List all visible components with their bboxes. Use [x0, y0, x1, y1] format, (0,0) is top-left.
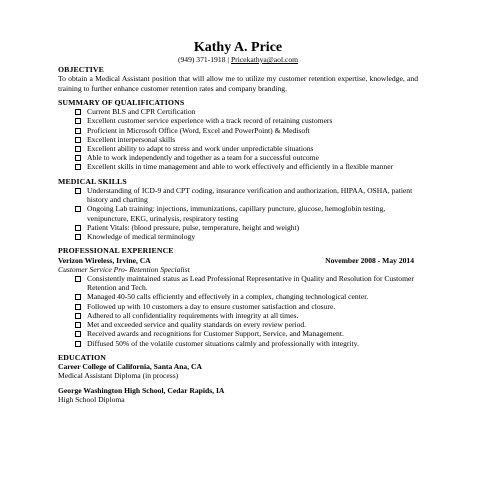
- qualifications-list: [58, 107, 418, 171]
- employer-name: Verizon Wireless, Irvine, CA: [58, 255, 151, 265]
- checkbox-icon: [75, 188, 81, 194]
- list-item: Current BLS and CPR Certification: [58, 107, 418, 116]
- list-item: Excellent interpersonal skills: [58, 135, 418, 144]
- education-heading: EDUCATION: [58, 352, 106, 362]
- phone-number: (949) 371-1918: [177, 55, 226, 64]
- list-item: Met and exceeded service and quality standards on every review period.: [58, 320, 418, 329]
- list-item: Able to work independently and together as a team for a successful outcome: [58, 153, 418, 162]
- school-name: Career College of California, Santa Ana, CA: [58, 362, 202, 372]
- checkbox-icon: [75, 294, 81, 300]
- list-item: Diffused 50% of the volatile customer situations calmly and professionally with integrity.: [58, 339, 418, 348]
- list-item: Received awards and recognitions for Customer Support, Service, and Management.: [58, 329, 418, 338]
- objective-text: To obtain a Medical Assistant position that will allow me to utilize my customer retention expertise, knowledge, and training to further enhance customer retention rates and company branding.: [58, 74, 418, 93]
- checkbox-icon: [75, 304, 81, 310]
- list-item: Understanding of ICD-9 and CPT coding, insurance verification and authorization, HIPAA, OSHA, patient history and charting: [58, 186, 418, 204]
- job-header: [58, 256, 418, 265]
- checkbox-icon: [75, 331, 81, 337]
- job-title: Customer Service Pro- Retention Specialist: [58, 264, 190, 274]
- employment-dates: November 2008 - May 2014: [325, 255, 414, 265]
- medical-skills-heading: MEDICAL SKILLS: [58, 176, 127, 186]
- list-item: Followed up with 10 customers a day to ensure customer satisfaction and closure.: [58, 302, 418, 311]
- list-item: Excellent ability to adapt to stress and work under unpredictable situations: [58, 144, 418, 153]
- list-item: Ongoing Lab training: injections, immunizations, capillary puncture, glucose, hemoglobin testing, venipuncture, EKG, urinalysis, respiratory testing: [58, 204, 418, 222]
- email-link[interactable]: Pricekathya@aol.com: [230, 55, 299, 64]
- checkbox-icon: [75, 341, 81, 347]
- qualifications-heading: SUMMARY OF QUALIFICATIONS: [58, 97, 185, 107]
- school-name: George Washington High School, Cedar Rapids, IA: [58, 385, 225, 395]
- list-item: Patient Vitals: (blood pressure, pulse, temperature, height and weight): [58, 223, 418, 232]
- list-item: Managed 40-50 calls efficiently and effectively in a complex, changing technological center.: [58, 292, 418, 301]
- candidate-name: Kathy A. Price: [193, 40, 283, 55]
- checkbox-icon: [75, 109, 81, 115]
- checkbox-icon: [75, 206, 81, 212]
- resume-page: [58, 40, 418, 404]
- checkbox-icon: [75, 322, 81, 328]
- list-item: Proficient in Microsoft Office (Word, Excel and PowerPoint) & Medisoft: [58, 126, 418, 135]
- experience-heading: PROFESSIONAL EXPERIENCE: [58, 246, 174, 256]
- checkbox-icon: [75, 313, 81, 319]
- list-item: Adhered to all confidentiality requirements with integrity at all times.: [58, 311, 418, 320]
- experience-list: [58, 274, 418, 348]
- checkbox-icon: [75, 234, 81, 240]
- checkbox-icon: [75, 155, 81, 161]
- checkbox-icon: [75, 118, 81, 124]
- checkbox-icon: [75, 137, 81, 143]
- checkbox-icon: [75, 146, 81, 152]
- list-item: Excellent customer service experience with a track record of retaining customers: [58, 116, 418, 125]
- list-item: Knowledge of medical terminology: [58, 232, 418, 241]
- list-item: Excellent skills in time management and able to work effectively and efficiently in a flexible manner: [58, 162, 418, 171]
- checkbox-icon: [75, 128, 81, 134]
- checkbox-icon: [75, 164, 81, 170]
- checkbox-icon: [75, 276, 81, 282]
- school-detail: Medical Assistant Diploma (in process): [58, 371, 179, 381]
- objective-heading: OBJECTIVE: [58, 65, 104, 74]
- contact-line: [58, 55, 418, 64]
- medical-skills-list: [58, 186, 418, 241]
- contact-separator: |: [227, 55, 229, 64]
- checkbox-icon: [75, 225, 81, 231]
- list-item: Consistently maintained status as Lead Professional Representative in Quality and Resolution for Customer Retention and Tech.: [58, 274, 418, 292]
- school-detail: High School Diploma: [58, 394, 125, 404]
